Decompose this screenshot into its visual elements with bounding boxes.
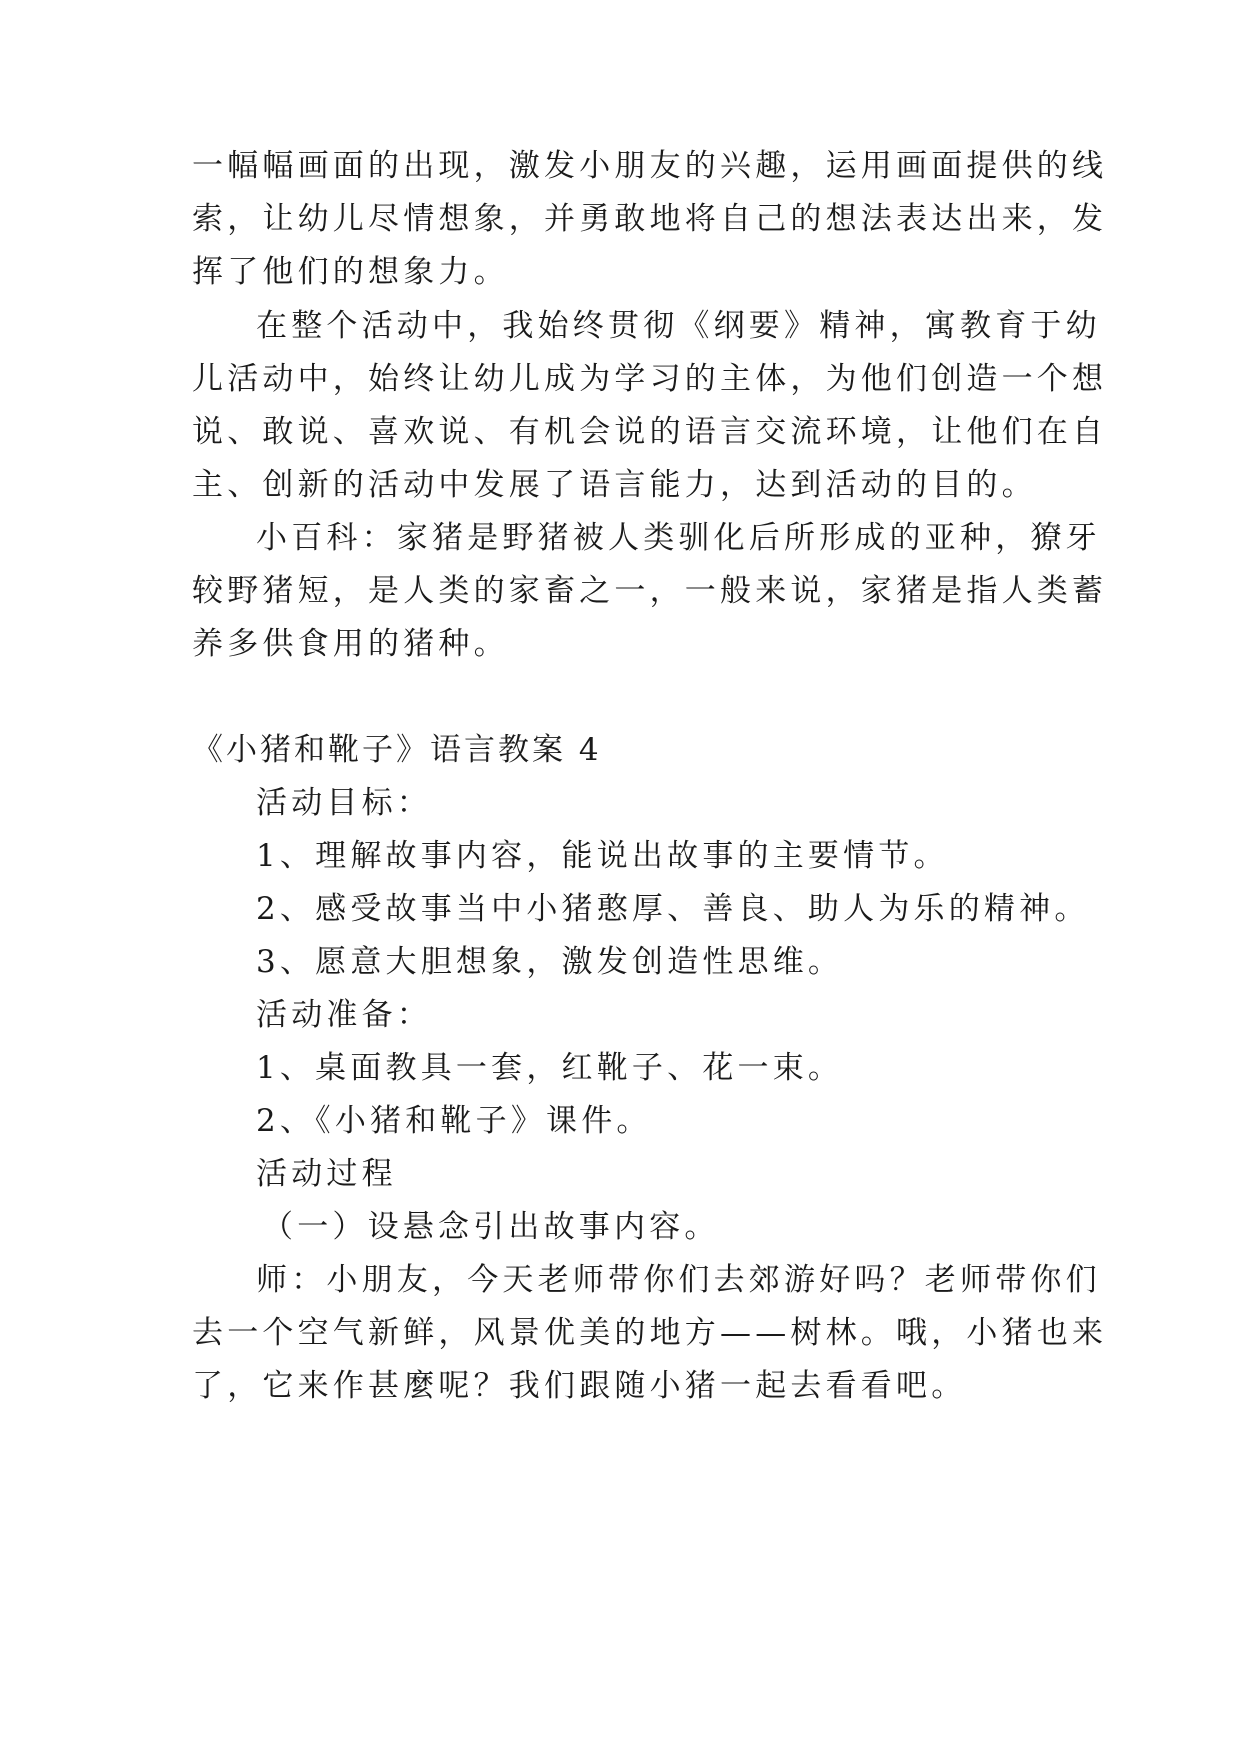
encyclopedia-line-1: 小百科：家猪是野猪被人类驯化后所形成的亚种，獠牙 <box>256 520 1101 556</box>
goal-item-3: 3、愿意大胆想象，激发创造性思维。 <box>256 944 844 980</box>
summary-line-2: 儿活动中，始终让幼儿成为学习的主体，为他们创造一个想 <box>192 361 1108 397</box>
intro-line-1: 一幅幅画面的出现，激发小朋友的兴趣，运用画面提供的线 <box>192 148 1108 184</box>
goals-heading: 活动目标： <box>256 785 432 821</box>
summary-line-1: 在整个活动中，我始终贯彻《纲要》精神，寓教育于幼 <box>256 308 1101 344</box>
summary-line-3: 说、敢说、喜欢说、有机会说的语言交流环境，让他们在自 <box>192 414 1108 450</box>
prep-heading: 活动准备： <box>256 997 432 1033</box>
prep-item-2: 2、《小猪和靴子》课件。 <box>256 1103 652 1139</box>
teacher-line-1: 师：小朋友，今天老师带你们去郊游好吗？老师带你们 <box>256 1262 1101 1298</box>
intro-line-3: 挥了他们的想象力。 <box>192 254 509 290</box>
prep-item-1: 1、桌面教具一套，红靴子、花一束。 <box>256 1050 844 1086</box>
summary-line-4: 主、创新的活动中发展了语言能力，达到活动的目的。 <box>192 467 1037 503</box>
teacher-line-3: 了，它来作甚麼呢？我们跟随小猪一起去看看吧。 <box>192 1368 967 1404</box>
process-heading: 活动过程 <box>256 1156 397 1192</box>
process-step-one: （一）设悬念引出故事内容。 <box>262 1209 720 1245</box>
encyclopedia-line-2: 较野猪短，是人类的家畜之一，一般来说，家猪是指人类蓄 <box>192 573 1108 609</box>
goal-item-2: 2、感受故事当中小猪憨厚、善良、助人为乐的精神。 <box>256 891 1090 927</box>
encyclopedia-line-3: 养多供食用的猪种。 <box>192 626 509 662</box>
section-title: 《小猪和靴子》语言教案 4 <box>192 732 602 768</box>
teacher-line-2: 去一个空气新鲜，风景优美的地方——树林。哦，小猪也来 <box>192 1315 1108 1351</box>
intro-line-2: 索，让幼儿尽情想象，并勇敢地将自己的想法表达出来，发 <box>192 201 1108 237</box>
goal-item-1: 1、理解故事内容，能说出故事的主要情节。 <box>256 838 949 874</box>
